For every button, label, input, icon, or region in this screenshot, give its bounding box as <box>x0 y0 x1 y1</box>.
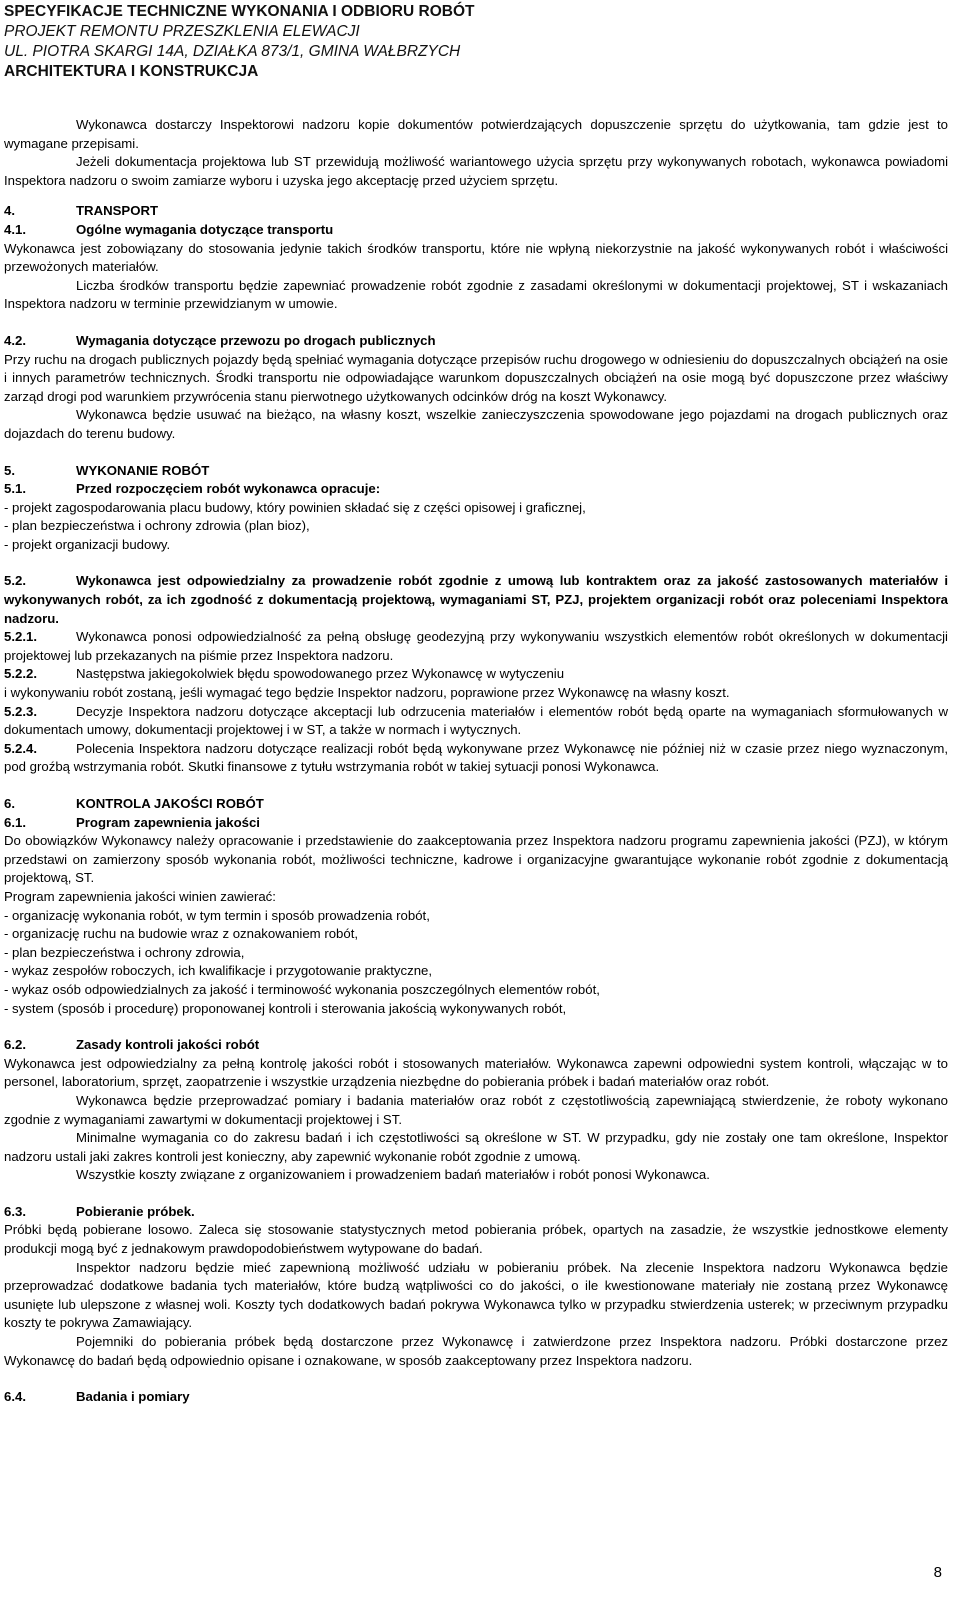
subsection-5-2-4 <box>4 740 948 777</box>
section-number: 4.2. <box>4 332 26 348</box>
list-item: - plan bezpieczeństwa i ochrony zdrowia (plan bioz), <box>4 518 310 534</box>
section-number: 6.1. <box>4 814 26 830</box>
section-title: Pobieranie próbek. <box>76 1203 195 1219</box>
section-number: 6.3. <box>4 1203 26 1219</box>
list-item: - projekt zagospodarowania placu budowy, który powinien składać się z części opisowej i graficznej, <box>4 499 586 515</box>
section-number: 4. <box>4 203 15 219</box>
paragraph: Przy ruchu na drogach publicznych pojazdy będą spełniać wymagania dotyczące przepisów ruchu drogowego w odniesieniu do dopuszczalnych obciążeń na osie i innych parametrów technicznych. Środki transportu nie odpowiadające warunkom dopuszczalnych obciążeń na osie mogą być dopuszczone przez właściwy zarząd drogi pod warunkiem przywrócenia stanu pierwotnego użytkowanych odcinków dróg na koszt Wykonawcy. <box>4 351 948 404</box>
paragraph: Próbki będą pobierane losowo. Zaleca się stosowanie statystycznych metod pobierania próbek, opartych na zasadzie, że wszystkie jednostkowe elementy produkcji mogą być z jednakowym prawdopodobieństwem wytypowane do badań. <box>4 1222 948 1257</box>
paragraph: Program zapewnienia jakości winien zawierać: <box>4 888 276 904</box>
section-heading-5 <box>4 462 948 481</box>
paragraph: Wykonawca jest zobowiązany do stosowania jedynie takich środków transportu, które nie wpłyną niekorzystnie na jakość wykonywanych robót i właściwości przewożonych materiałów. <box>4 240 948 275</box>
section-heading-5-2 <box>4 572 948 628</box>
section-number: 5.1. <box>4 481 26 497</box>
paragraph: Pojemniki do pobierania próbek będą dostarczone przez Wykonawcę i zatwierdzone przez Inspektora nadzoru. Próbki dostarczone przez Wykonawcę do badań będą odpowiednio opisane i oznakowane, w sposób zaakceptowany przez Inspektora nadzoru. <box>4 1334 948 1368</box>
document-page <box>4 0 948 1407</box>
section-title: Wymagania dotyczące przewozu po drogach publicznych <box>76 332 436 348</box>
header-discipline: ARCHITEKTURA I KONSTRUKCJA <box>4 63 259 80</box>
section-number: 6. <box>4 796 15 811</box>
list-item: - wykaz osób odpowiedzialnych za jakość i terminowość wykonania poszczególnych elementów robót, <box>4 981 600 997</box>
paragraph: Wszystkie koszty związane z organizowaniem i prowadzeniem badań materiałów i robót ponosi Wykonawca. <box>76 1167 710 1183</box>
paragraph: Wykonawca jest odpowiedzialny za pełną kontrolę jakości robót i stosowanych materiałów. Wykonawca zapewni odpowiedni system kontroli, włączając w to personel, laboratorium, sprzęt, zaopatrzenie i wszystkie urządzenia niezbędne do pobierania próbek i badań materiałów oraz robót. <box>4 1055 948 1090</box>
section-number: 4.1. <box>4 221 26 237</box>
section-heading-4-1 <box>4 221 948 240</box>
section-heading-6-1 <box>4 814 948 833</box>
header-title: SPECYFIKACJE TECHNICZNE WYKONANIA I ODBIORU ROBÓT <box>4 3 475 20</box>
section-title: WYKONANIE ROBÓT <box>76 462 210 478</box>
paragraph: Wykonawca będzie przeprowadzać pomiary i badania materiałów oraz robót z częstotliwością zapewniającą stwierdzenie, że roboty wykonano zgodnie z wymaganiami zawartymi w dokumentacji projektowej i ST. <box>4 1092 948 1127</box>
section-heading-5-1 <box>4 480 948 499</box>
section-number: 5.2.1. <box>4 629 37 645</box>
section-heading-6-4 <box>4 1388 948 1407</box>
section-title: TRANSPORT <box>76 203 159 219</box>
section-heading-4 <box>4 202 948 221</box>
list-item: - projekt organizacji budowy. <box>4 536 171 552</box>
header-project: PROJEKT REMONTU PRZESZKLENIA ELEWACJI <box>4 23 360 40</box>
section-title: Zasady kontroli jakości robót <box>76 1037 260 1053</box>
document-header <box>4 2 948 82</box>
paragraph: Wykonawca dostarczy Inspektorowi nadzoru kopie dokumentów potwierdzających dopuszczenie sprzętu do użytkowania, tam gdzie jest to wymagane przepisami. <box>4 117 948 151</box>
header-address: UL. PIOTRA SKARGI 14A, DZIAŁKA 873/1, GMINA WAŁBRZYCH <box>4 43 461 60</box>
paragraph: Decyzje Inspektora nadzoru dotyczące akceptacji lub odrzucenia materiałów i elementów robót będą oparte na wymaganiach sformułowanych w dokumentach umowy, dokumentacji projektowej i w ST, a także w normach i wytycznych. <box>4 703 948 738</box>
section-number: 5.2.4. <box>4 740 37 756</box>
section-heading-4-2 <box>4 332 948 351</box>
section-heading-6-2 <box>4 1036 948 1055</box>
page-number: 8 <box>933 1564 942 1581</box>
section-title: KONTROLA JAKOŚCI ROBÓT <box>76 796 264 811</box>
section-number: 5.2.3. <box>4 703 37 719</box>
paragraph: Jeżeli dokumentacja projektowa lub ST przewidują możliwość wariantowego użycia sprzętu przy wykonywanych robotach, wykonawca powiadomi Inspektora nadzoru o swoim zamiarze wyboru i uzyska jego akceptację przed użyciem sprzętu. <box>4 154 948 188</box>
section-title: Ogólne wymagania dotyczące transportu <box>76 221 334 237</box>
section-number: 5.2.2. <box>4 666 37 682</box>
list-item: - wykaz zespołów roboczych, ich kwalifikacje i przygotowanie praktyczne, <box>4 963 433 979</box>
section-title: Badania i pomiary <box>76 1389 190 1405</box>
section-title: Program zapewnienia jakości <box>76 814 260 830</box>
paragraph: i wykonywaniu robót zostaną, jeśli wymagać tego będzie Inspektor nadzoru, poprawione przez Wykonawcę na własny koszt. <box>4 685 730 701</box>
section-number: 6.4. <box>4 1389 26 1405</box>
section-number: 5. <box>4 462 15 478</box>
section-heading-6-3 <box>4 1203 948 1222</box>
paragraph: Następstwa jakiegokolwiek błędu spowodowanego przez Wykonawcę w wytyczeniu <box>76 666 565 682</box>
section-number: 6.2. <box>4 1037 26 1053</box>
section-heading-6 <box>4 795 948 814</box>
list-item: - system (sposób i procedurę) proponowanej kontroli i sterowania jakością wykonywanych robót, <box>4 1000 567 1016</box>
list-item: - organizację ruchu na budowie wraz z oznakowaniem robót, <box>4 926 359 942</box>
section-title: Wykonawca jest odpowiedzialny za prowadzenie robót zgodnie z umową lub kontraktem oraz za jakość zastosowanych materiałów i wykonywanych robót, za ich zgodność z dokumentacją projektową, wymaganiami ST, PZJ, projektem organizacji robót oraz poleceniami Inspektora nadzoru. <box>4 573 948 626</box>
document-body <box>4 116 948 1407</box>
paragraph: Polecenia Inspektora nadzoru dotyczące realizacji robót będą wykonywane przez Wykonawcę nie później niż w czasie przez niego wyznaczonym, pod groźbą wstrzymania robót. Skutki finansowe z tytułu wstrzymania robót w takiej sytuacji ponosi Wykonawca. <box>4 740 948 775</box>
subsection-5-2-3 <box>4 703 948 740</box>
list-item: - organizację wykonania robót, w tym termin i sposób prowadzenia robót, <box>4 907 430 923</box>
paragraph: Do obowiązków Wykonawcy należy opracowanie i przedstawienie do zaakceptowania przez Inspektora nadzoru programu zapewnienia jakości (PZJ), w którym przedstawi on zamierzony sposób wykonania robót, możliwości techniczne, kadrowe i organizacyjne gwarantujące wykonanie robót zgodnie z dokumentacją projektową, ST. <box>4 833 948 886</box>
paragraph: Liczba środków transportu będzie zapewniać prowadzenie robót zgodnie z zasadami określonymi w dokumentacji projektowej, ST i wskazaniach Inspektora nadzoru w terminie przewidzianym w umowie. <box>4 277 948 312</box>
paragraph: Minimalne wymagania co do zakresu badań i ich częstotliwości są określone w ST. W przypadku, gdy nie zostały one tam określone, Inspektor nadzoru ustali jaki zakres kontroli jest konieczny, aby zapewnić wykonanie robót zgodnie z umową. <box>4 1130 948 1164</box>
paragraph: Wykonawca będzie usuwać na bieżąco, na własny koszt, wszelkie zanieczyszczenia spowodowane jego pojazdami na drogach publicznych oraz dojazdach do terenu budowy. <box>4 407 948 441</box>
list-item: - plan bezpieczeństwa i ochrony zdrowia, <box>4 944 245 960</box>
subsection-5-2-1 <box>4 628 948 665</box>
section-number: 5.2. <box>4 573 26 589</box>
subsection-5-2-2 <box>4 665 948 684</box>
section-title: Przed rozpoczęciem robót wykonawca opracuje: <box>76 481 381 497</box>
paragraph: Wykonawca ponosi odpowiedzialność za pełną obsługę geodezyjną przy wykonywaniu wszystkich elementów robót określonych w dokumentacji projektowej lub przekazanych na piśmie przez Inspektora nadzoru. <box>4 629 948 663</box>
paragraph: Inspektor nadzoru będzie mieć zapewnioną możliwość udziału w pobieraniu próbek. Na zlecenie Inspektora nadzoru Wykonawca będzie przeprowadzać dodatkowe badania tych materiałów, które budzą wątpliwości co do jakości, o ile kwestionowane materiały nie zostaną przez Wykonawcę usunięte lub ulepszone z własnej woli. Koszty tych dodatkowych badań pokrywa Wykonawca tylko w przypadku stwierdzenia usterek; w przeciwnym przypadku koszty te pokrywa Zamawiający. <box>4 1259 948 1331</box>
